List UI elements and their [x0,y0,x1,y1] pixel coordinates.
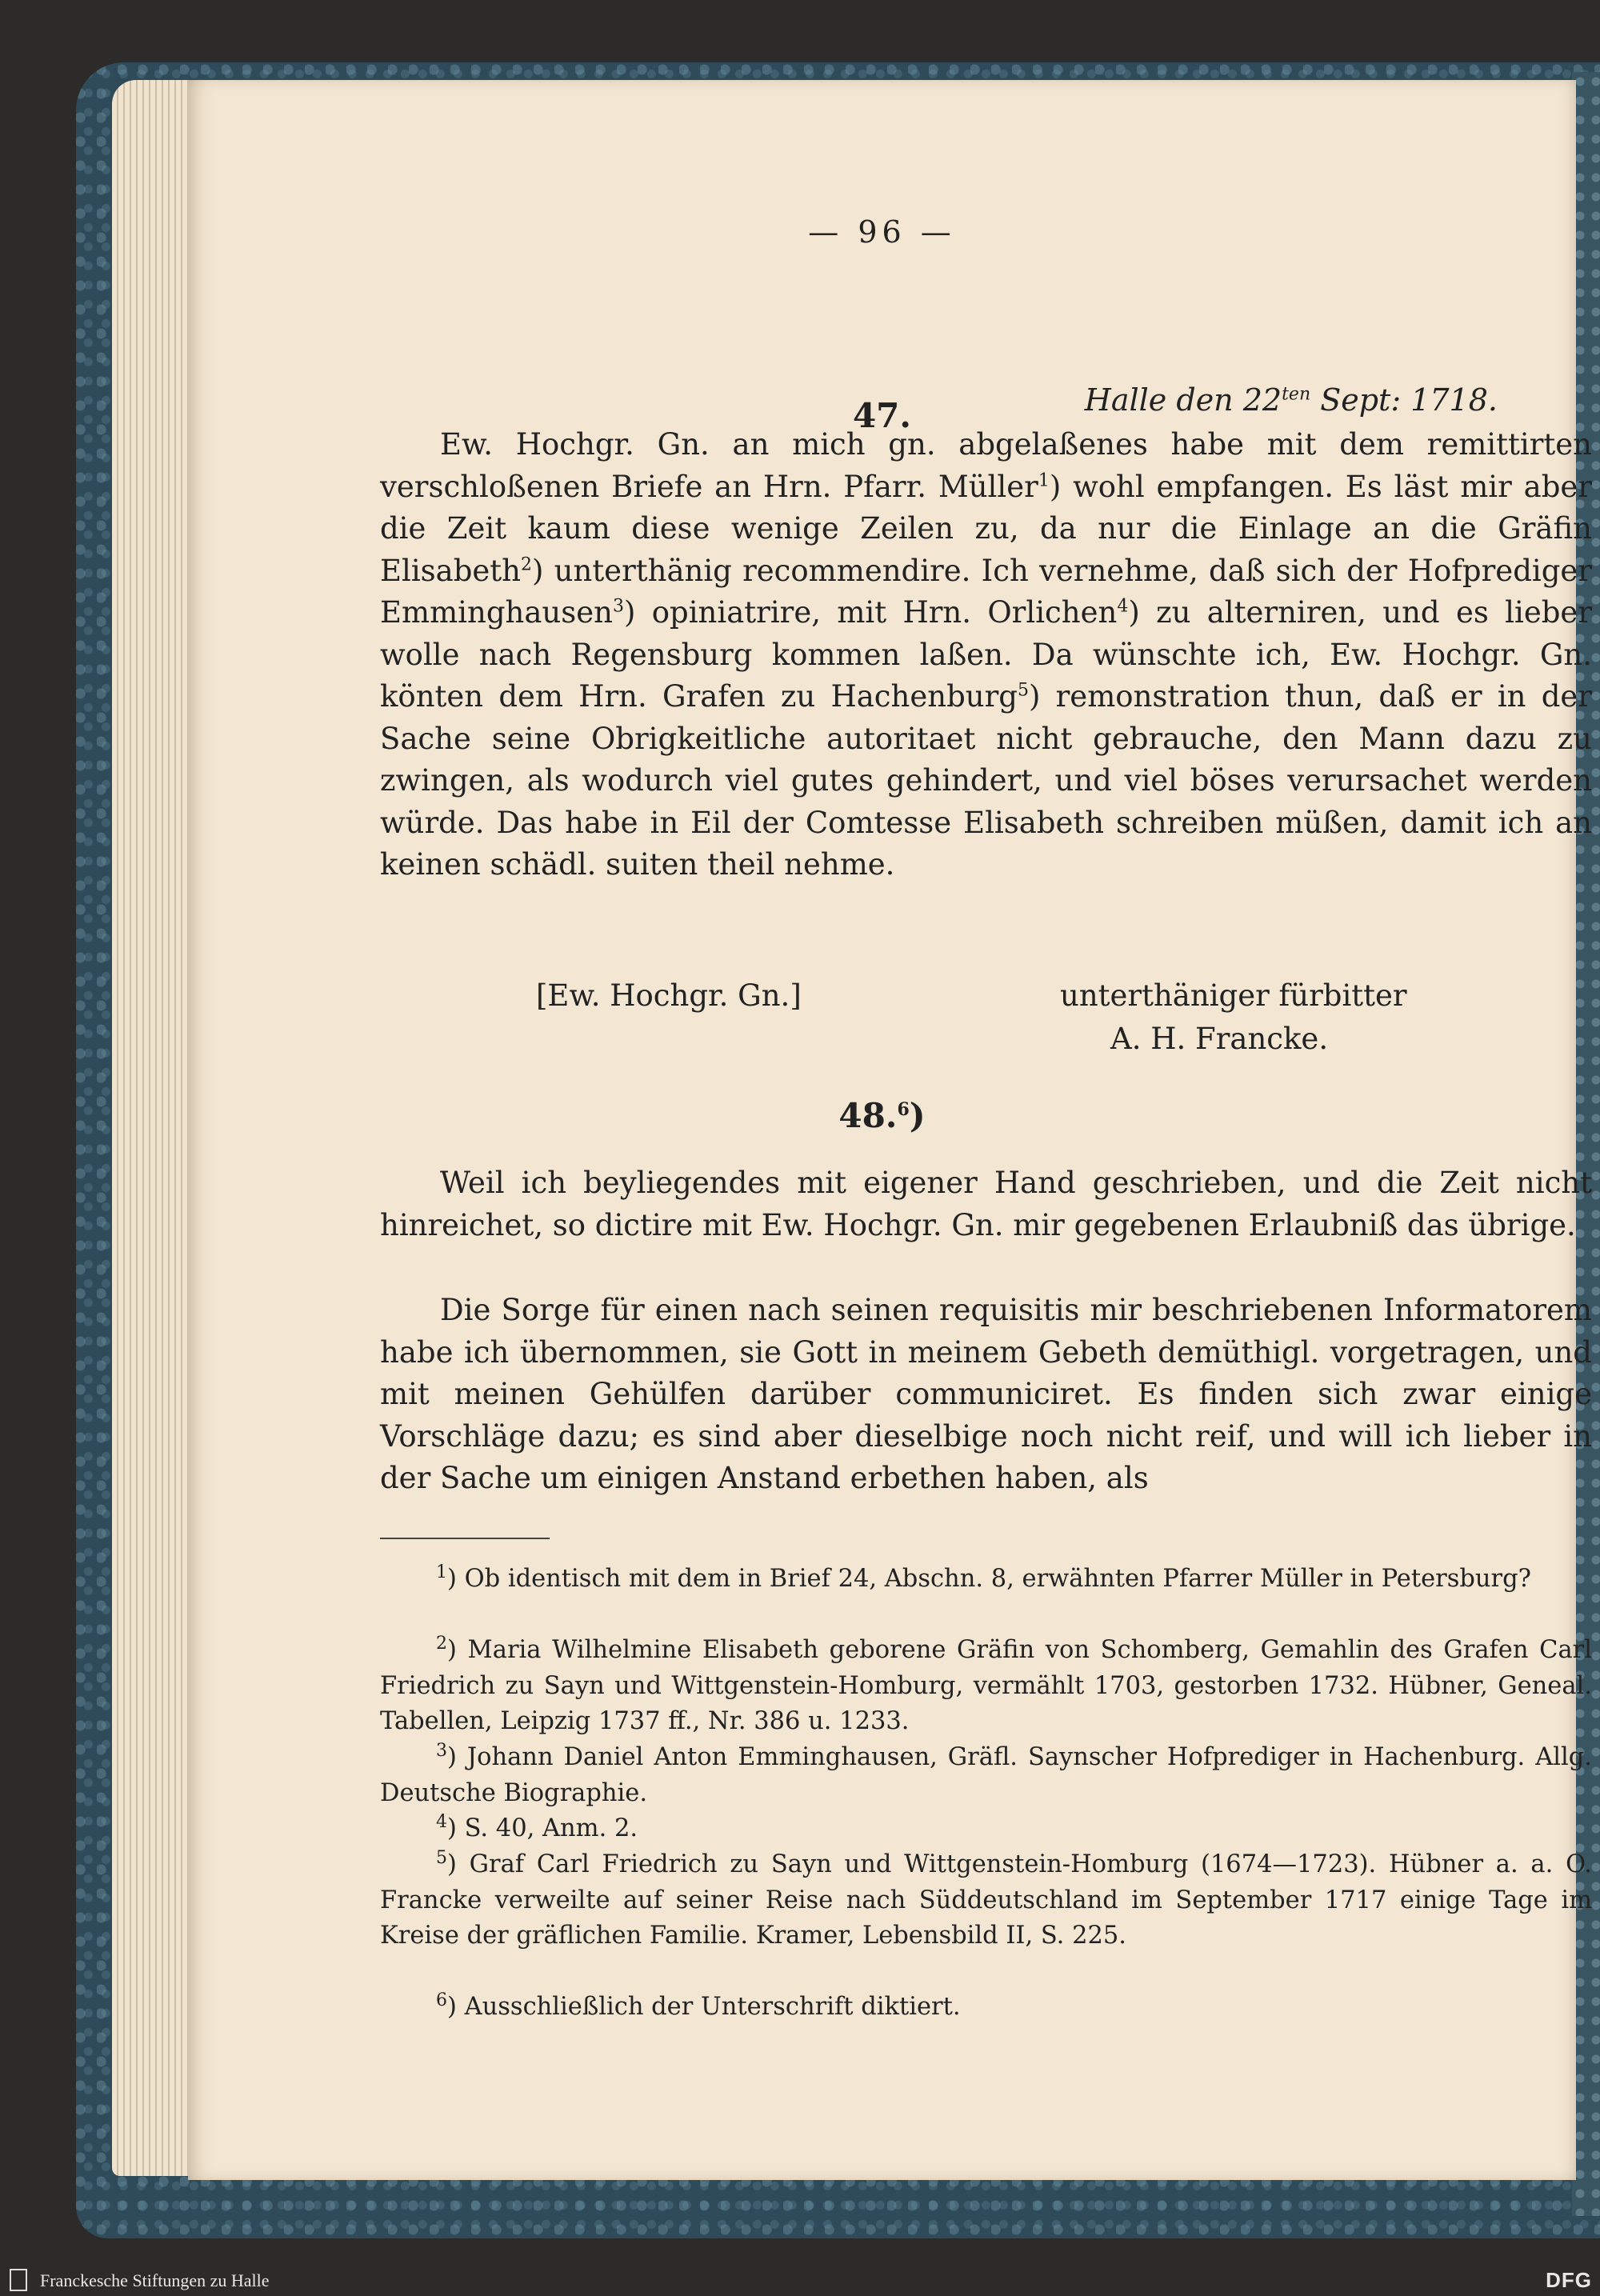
page-stack [112,80,192,2176]
letter-48-paragraph-1: Weil ich beyliegendes mit eigener Hand geschrieben, und die Zeit nicht hinreichet, so dictire mit Ew. Hochgr. Gn. mir gegebenen Erlaubniß das übrige. [380,1166,1592,1242]
letter-date: Halle den $22^{ten}$ Sept: 1718. [1084,382,1498,418]
footnote-5: $^5$) Graf Carl Friedrich zu Sayn und Wittgenstein-Homburg (1674—1723). Hübner a. a. O. Francke verweilte auf seiner Reise nach Süddeutschland im September 1717 einige Tage im Kreise der gräflichen Familie. Kramer, Lebensbild II, S. 225. [380,1847,1592,1950]
footnote-2: $^2$) Maria Wilhelmine Elisabeth geborene Gräfin von Schomberg, Gemahlin des Grafen Carl Friedrich zu Sayn und Wittgenstein-Homburg, vermählt 1703, gestorben 1732. Hübner, Geneal. Tabellen, Leipzig 1737 ff., Nr. 386 u. 1233. [380,1633,1592,1735]
footnote-1: $^1$) Ob identisch mit dem in Brief 24, Abschn. 8, erwähnten Pfarrer Müller in Petersburg? [436,1562,1532,1593]
letter-number-48: 48.$^6$) [838,1096,926,1135]
letter-48-paragraph-2: Die Sorge für einen nach seinen requisitis mir beschriebenen Informatorem habe ich übernommen, sie Gott in meinem Gebeth demüthigl. vorgetragen, und mit meinen Gehülfen darüber communiciret. Es finden sich zwar einige Vorschläge dazu; es sind aber dieselbige noch nicht reif, und will ich lieber in der Sache um einigen Anstand erbethen haben, als [380,1293,1592,1495]
footnote-rule [380,1538,550,1539]
letter-number-47: 47. [852,396,912,435]
book-page [188,80,1593,2180]
footnote-6: $^6$) Ausschließlich der Unterschrift diktiert. [436,1990,961,2021]
signature: A. H. Francke. [1110,1022,1329,1056]
page-header: — 96 — [808,214,956,250]
closing: unterthäniger fürbitter [1060,978,1407,1013]
letter-47-body: Ew. Hochgr. Gn. an mich gn. abgelaßenes habe mit dem remittirten verschloßenen Briefe an Hrn. Pfarr. Müller$^1$) wohl empfangen. Es läst mir aber die Zeit kaum diese wenige Zeilen zu, da nur die Einlage an die Gräfin Elisabeth$^2$) unterthänig recommendire. Ich vernehme, daß sich der Hofprediger Emminghausen$^3$) opiniatrire, mit Hrn. Orlichen$^4$) zu alterniren, und es lieber wolle nach Regensburg kommen laßen. Da wünschte ich, Ew. Hochgr. Gn. könten dem Hrn. Grafen zu Hachenburg$^5$) remonstration thun, daß er in der Sache seine Obrigkeitliche autoritaet nicht gebrauche, den Mann dazu zu zwingen, als wodurch viel gutes gehindert, und viel böses verursachet werden würde. Das habe in Eil der Comtesse Elisabeth schreiben müßen, damit ich an keinen schädl. suiten theil nehme. [380,427,1593,882]
salutation: [Ew. Hochgr. Gn.] [536,978,802,1013]
institution-name: Franckesche Stiftungen zu Halle [40,2270,270,2290]
footnote-4: $^4$) S. 40, Anm. 2. [436,1811,638,1842]
footnote-3: $^3$) Johann Daniel Anton Emminghausen, Gräfl. Saynscher Hofprediger in Hachenburg. Allg. Deutsche Biographie. [380,1740,1592,1807]
viewer-footer [0,2264,1600,2296]
dfg-logo: DFG [1546,2268,1592,2292]
institution-logo-icon [10,2269,27,2291]
